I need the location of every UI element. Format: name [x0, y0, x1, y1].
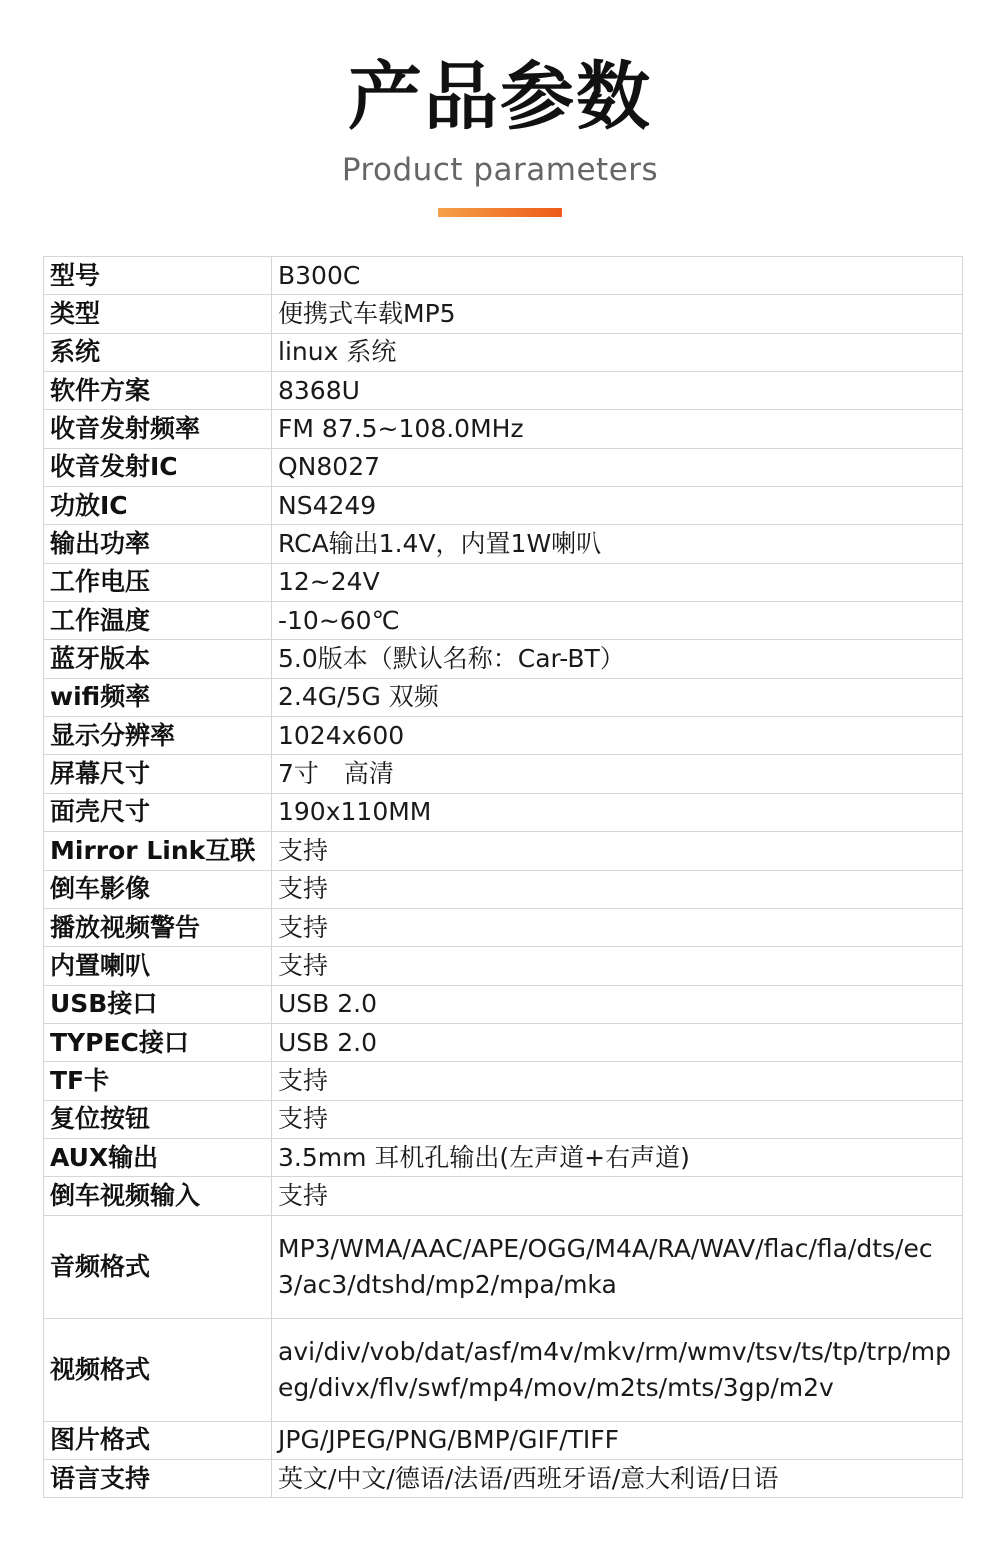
spec-label: 功放IC — [44, 487, 272, 525]
spec-row — [44, 1215, 963, 1318]
spec-label: 面壳尺寸 — [44, 793, 272, 831]
spec-row — [44, 870, 963, 908]
spec-label: 类型 — [44, 295, 272, 333]
spec-value: 7寸 高清 — [272, 755, 963, 793]
spec-value: 支持 — [272, 1062, 963, 1100]
spec-value: 便携式车载MP5 — [272, 295, 963, 333]
spec-table — [43, 256, 963, 1498]
spec-value: 5.0版本（默认名称：Car-BT） — [272, 640, 963, 678]
spec-value: 支持 — [272, 870, 963, 908]
spec-label: 视频格式 — [44, 1318, 272, 1421]
page-title: 产品参数 — [348, 54, 652, 140]
spec-row — [44, 602, 963, 640]
spec-label: 图片格式 — [44, 1421, 272, 1459]
spec-value: 支持 — [272, 947, 963, 985]
spec-table-body — [44, 257, 963, 1498]
spec-value: RCA输出1.4V，内置1W喇叭 — [272, 525, 963, 563]
spec-label: 蓝牙版本 — [44, 640, 272, 678]
spec-label: TYPEC接口 — [44, 1023, 272, 1061]
spec-label: 系统 — [44, 333, 272, 371]
spec-row — [44, 640, 963, 678]
spec-row — [44, 372, 963, 410]
spec-row — [44, 1062, 963, 1100]
spec-value: 支持 — [272, 1177, 963, 1215]
spec-row — [44, 1421, 963, 1459]
spec-label: USB接口 — [44, 985, 272, 1023]
spec-row — [44, 832, 963, 870]
spec-value: linux 系统 — [272, 333, 963, 371]
spec-value: NS4249 — [272, 487, 963, 525]
spec-label: 语言支持 — [44, 1459, 272, 1497]
spec-label: 屏幕尺寸 — [44, 755, 272, 793]
spec-value: 8368U — [272, 372, 963, 410]
spec-label: 软件方案 — [44, 372, 272, 410]
spec-label: Mirror Link互联 — [44, 832, 272, 870]
spec-row — [44, 947, 963, 985]
spec-row — [44, 333, 963, 371]
spec-value: USB 2.0 — [272, 985, 963, 1023]
spec-row — [44, 257, 963, 295]
spec-label: wifi频率 — [44, 678, 272, 716]
spec-row — [44, 755, 963, 793]
spec-value: 190x110MM — [272, 793, 963, 831]
spec-label: 输出功率 — [44, 525, 272, 563]
spec-row — [44, 793, 963, 831]
spec-label: 收音发射IC — [44, 448, 272, 486]
spec-label: 工作电压 — [44, 563, 272, 601]
spec-value: 支持 — [272, 1100, 963, 1138]
page-subtitle: Product parameters — [341, 152, 659, 188]
spec-label: 倒车影像 — [44, 870, 272, 908]
spec-label: 显示分辨率 — [44, 717, 272, 755]
spec-row — [44, 487, 963, 525]
spec-row — [44, 295, 963, 333]
spec-value: QN8027 — [272, 448, 963, 486]
spec-row — [44, 410, 963, 448]
spec-row — [44, 1100, 963, 1138]
spec-row — [44, 563, 963, 601]
spec-row — [44, 908, 963, 946]
spec-value: -10~60℃ — [272, 602, 963, 640]
spec-row — [44, 717, 963, 755]
spec-row — [44, 525, 963, 563]
spec-label: 倒车视频输入 — [44, 1177, 272, 1215]
spec-row — [44, 448, 963, 486]
spec-value: 支持 — [272, 908, 963, 946]
spec-value: 2.4G/5G 双频 — [272, 678, 963, 716]
spec-label: 收音发射频率 — [44, 410, 272, 448]
spec-value: JPG/JPEG/PNG/BMP/GIF/TIFF — [272, 1421, 963, 1459]
spec-label: 音频格式 — [44, 1215, 272, 1318]
spec-value: avi/div/vob/dat/asf/m4v/mkv/rm/wmv/tsv/ts/tp/trp/mpeg/divx/flv/swf/mp4/mov/m2ts/mts/3gp/m2v — [272, 1318, 963, 1421]
spec-label: AUX输出 — [44, 1138, 272, 1176]
spec-value: 12~24V — [272, 563, 963, 601]
spec-value: MP3/WMA/AAC/APE/OGG/M4A/RA/WAV/flac/fla/dts/ec3/ac3/dtshd/mp2/mpa/mka — [272, 1215, 963, 1318]
spec-value: 英文/中文/德语/法语/西班牙语/意大利语/日语 — [272, 1459, 963, 1497]
spec-value: B300C — [272, 257, 963, 295]
spec-row — [44, 1023, 963, 1061]
spec-row — [44, 985, 963, 1023]
spec-row — [44, 1138, 963, 1176]
spec-label: 复位按钮 — [44, 1100, 272, 1138]
spec-label: 工作温度 — [44, 602, 272, 640]
spec-value: FM 87.5~108.0MHz — [272, 410, 963, 448]
spec-row — [44, 1459, 963, 1497]
accent-divider — [438, 208, 562, 217]
spec-value: USB 2.0 — [272, 1023, 963, 1061]
spec-row — [44, 678, 963, 716]
spec-value: 支持 — [272, 832, 963, 870]
spec-label: 内置喇叭 — [44, 947, 272, 985]
spec-label: 型号 — [44, 257, 272, 295]
spec-label: 播放视频警告 — [44, 908, 272, 946]
spec-value: 1024x600 — [272, 717, 963, 755]
spec-row — [44, 1318, 963, 1421]
spec-label: TF卡 — [44, 1062, 272, 1100]
spec-row — [44, 1177, 963, 1215]
spec-value: 3.5mm 耳机孔输出(左声道+右声道) — [272, 1138, 963, 1176]
